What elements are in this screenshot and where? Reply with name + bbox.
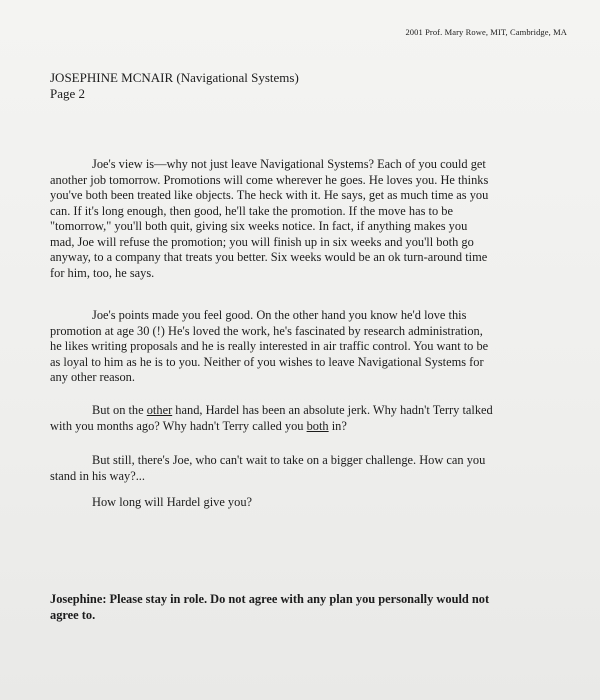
text-line: for him, too, he says. [50,265,155,280]
text-line: another job tomorrow. Promotions will come wherever he goes. He loves you. He thinks [50,172,489,187]
text-line: agree to. [50,607,96,622]
text-line: any other reason. [50,370,135,384]
text-line [50,403,562,419]
text-line: anyway, to a company that treats you better. Six weeks would be an ok turn-around time [50,250,488,264]
paragraph-but-still [50,453,562,484]
text-line [50,419,562,435]
text-line: Josephine: Please stay in role. Do not agree with any plan you personally would not [50,592,490,606]
text-run: But on the [92,403,147,417]
text-line: mad, Joe will refuse the promotion; you will finish up in six weeks and you'll both go [50,234,474,249]
paragraph-other-hand [50,403,562,434]
page-number: Page 2 [50,86,86,101]
text-line: as loyal to him as he is to you. Neither of you wishes to leave Navigational Systems for [50,354,484,369]
text-run: with you months ago? Why hadn't Terry called you [50,418,307,433]
text-line: he likes writing proposals and he is really interested in air traffic control. You want to be [50,339,489,353]
text-line: But still, there's Joe, who can't wait to take on a bigger challenge. How can you [92,453,486,467]
text-line: can. If it's long enough, then good, he'll take the promotion. If the move has to be [50,203,453,218]
paragraph-how-long [50,495,562,511]
copyright-credit: 2001 Prof. Mary Rowe, MIT, Cambridge, MA [405,27,567,37]
text-run: hand, Hardel has been an absolute jerk. Why hadn't Terry talked [172,403,493,417]
text-line: you've both been treated like objects. The heck with it. He says, get as much time as you [50,188,489,202]
text-line: "tomorrow," you'll both quit, giving six weeks notice. In fact, if anything makes you [50,219,468,233]
role-instruction-note [50,592,562,623]
text-line: Joe's view is—why not just leave Navigational Systems? Each of you could get [92,157,486,171]
paragraph-joes-points [50,308,562,386]
text-line: Joe's points made you feel good. On the other hand you know he'd love this [92,308,467,322]
text-line: How long will Hardel give you? [92,495,253,509]
document-title: JOSEPHINE MCNAIR (Navigational Systems) [50,70,299,85]
text-line: stand in his way?... [50,468,145,483]
text-run: in? [328,418,347,433]
text-line: promotion at age 30 (!) He's loved the work, he's fascinated by research administration, [50,323,483,338]
underlined-word: both [306,418,329,433]
paragraph-joes-view [50,157,562,281]
underlined-word: other [146,403,173,417]
